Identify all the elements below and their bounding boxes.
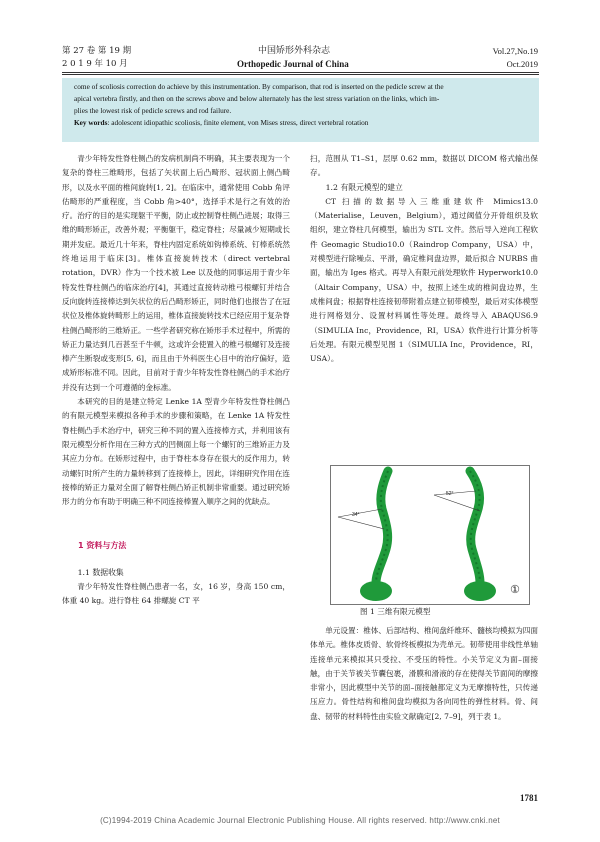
keywords-text: : adolescent idiopathic scoliosis, finite element, von Mises stress, direct vertebral rotation [107, 118, 369, 127]
left-column [62, 152, 290, 609]
header-journal-cn: 中国矫形外科杂志 [258, 46, 331, 56]
keywords-line [62, 117, 539, 129]
header-date-cn: 2 0 1 9 年 10 月 [62, 59, 128, 69]
model-paragraph: CT 扫描的数据导入三维重建软件 Mimics13.0（Materialise，Leuven，Belgium），通过阈值分开骨组织及软组织，建立脊柱几何模型，输出为 STL 文件。然后导入逆向工程软件 Geomagic Studio10.0（Raindrop Company，USA）中，对模型进行除噪点、平滑，确定椎间盘边界，最后拟合 NURBS 曲面，输出为 Iges 格式。再导入有限元前处理软件 Hyperwork10.0（Altair Company，USA）中，按照上述生成的椎间盘边界，生成椎间盘；根据脊柱连接韧带附着点建立韧带模型，最后对实体模型进行网格划分、设置材料属性等处理。最终导入 ABAQUS6.9（SIMULIA Inc，Providence，RI，USA）软件进行计算分析等后处理。有限元模型见图 1（SIMULIA Inc，Providence，RI，USA）。 [310, 196, 538, 364]
element-settings-paragraph: 单元设置：椎体、后部结构、椎间盘纤维环、髓核均模拟为四面体单元。椎体皮质骨、软骨终板模拟为壳单元。韧带使用非线性单轴连接单元来模拟其只受拉、不受压的特性。小关节定义为面–面接触，由于关节被关节囊包裹，滑膜和滑液的存在使得关节面间的摩擦非常小，因此模型中关节的面–面接触都定义为无摩擦特性，只传递压应力。骨性结构和椎间盘均模拟为各向同性的弹性材料。骨、间盘、韧带的材料特性由实验文献确定[2, 7–9]，列于表 1。 [310, 626, 538, 721]
abstract-line: come of scoliosis correction do achieve by this instrumentation. By comparison, that rod is inserted on the pedicle screw at the [74, 82, 444, 91]
figure-frame [331, 466, 530, 605]
figure-caption: 图 1 三维有限元模型 [360, 607, 431, 616]
spine-model-figure [330, 465, 530, 605]
right-column-continued [310, 624, 538, 724]
subsection-heading-model: 1.2 有限元模型的建立 [325, 182, 403, 192]
figure-spine-model [330, 465, 530, 605]
intro-paragraph-1: 青少年特发性脊柱侧凸的发病机制尚不明确，其主要表现为一个复杂的脊柱三维畸形，包括了矢状面上后凸畸形、冠状面上侧凸畸形，以及水平面的椎间旋转[1, 2]。在临床中，通常使用 Cobb 角评估畸形的严重程度，当 Cobb 角>40°，选择手术是行之有效的治疗。治疗的目的是实现躯干平衡，防止或控制脊柱侧凸进展；取得三维的畸形矫正，改善外观；平衡躯干，稳定脊柱；尽量减少短期或长期并发症。最近几十年来，脊柱内固定系统如钩棒系统、钉棒系统然终地运用于临床[3]。椎体直接旋转技术（direct vertebral rotation，DVR）作为一个技术被 Lee 以及他的同事运用于青少年特发性脊柱侧凸的临床治疗[4]，其通过直接转动椎弓根螺钉并结合反向旋转连接棒达到矢状位的后凸畸形矫正，同时他们也报告了在冠状位及椎体旋转畸形上的运用，椎体直接旋转技术已经应用于复杂脊柱侧凸畸形的三维矫正。一些学者研究称在矫形手术过程中，所需的矫正力量达到几百甚至千牛顿，这或许会使置入的椎弓根螺钉及连接棒产生断裂或变形[5, 6]，而且由于外科医生心目中的治疗偏好，造成矫形标准不同。因此，目前对于青少年特发性脊柱侧凸的手术治疗并没有达到一个可遵循的金标准。 [62, 154, 290, 392]
angle-label-left: 34° [352, 512, 360, 518]
methods-paragraph-data: 青少年特发性脊柱侧凸患者一名，女，16 岁，身高 150 cm，体重 40 kg。进行脊柱 64 排螺旋 CT 平 [62, 582, 290, 606]
scan-paragraph: 扫，范围从 T1–S1，层厚 0.62 mm，数据以 DICOM 格式输出保存。 [310, 154, 538, 178]
abstract-line: apical vertebra firstly, and then on the screws above and below alternately has the lest stress variation on the links, which im- [74, 94, 440, 103]
angle-label-right: 52° [446, 491, 454, 497]
pelvis-right [464, 581, 496, 601]
abstract-box [62, 78, 539, 142]
subsection-heading-data: 1.1 数据收集 [77, 567, 124, 577]
abstract-line: plies the lowest risk of pedicle screws and rod failure. [74, 106, 232, 115]
header-volume-en: Vol.27,No.19 [492, 46, 538, 56]
pelvis-left [360, 581, 392, 601]
keywords-label: Key words [74, 118, 108, 127]
right-column [310, 152, 538, 366]
copyright-footer: (C)1994-2019 China Academic Journal Electronic Publishing House. All rights reserved. http://www.cnki.net [100, 816, 500, 825]
header-volume-cn: 第 27 卷 第 19 期 [62, 46, 132, 56]
section-heading-methods: 1 资料与方法 [78, 541, 127, 551]
page-number: 1781 [520, 793, 538, 803]
intro-paragraph-2: 本研究的目的是建立特定 Lenke 1A 型青少年特发性脊柱侧凸的有限元模型来模拟各种手术的步骤和策略，在 Lenke 1A 特发性脊柱侧凸手术治疗中，研究三种不同的置入连接棒方式，并利用该有限元模型分析作用在三种方式的凹侧面上每一个螺钉的三维矫正力及其应力分布。在矫形过程中，由于脊柱本身存在很大的反作用力，转动螺钉时所产生的力量转移到了连接棒上，因此，详细研究作用在连接棒的矫正力量对全面了解脊柱侧凸矫正机制非常重要。通过研究矫形力的分布有助于明确三种不同连接棒置入顺序之间的优缺点。 [62, 397, 290, 507]
header-date-en: Oct.2019 [506, 59, 538, 69]
header-rule-double [62, 74, 539, 75]
header-rule [62, 72, 539, 73]
header-journal-en: Orthopedic Journal of China [237, 59, 349, 69]
figure-panel-label: ① [510, 583, 520, 596]
